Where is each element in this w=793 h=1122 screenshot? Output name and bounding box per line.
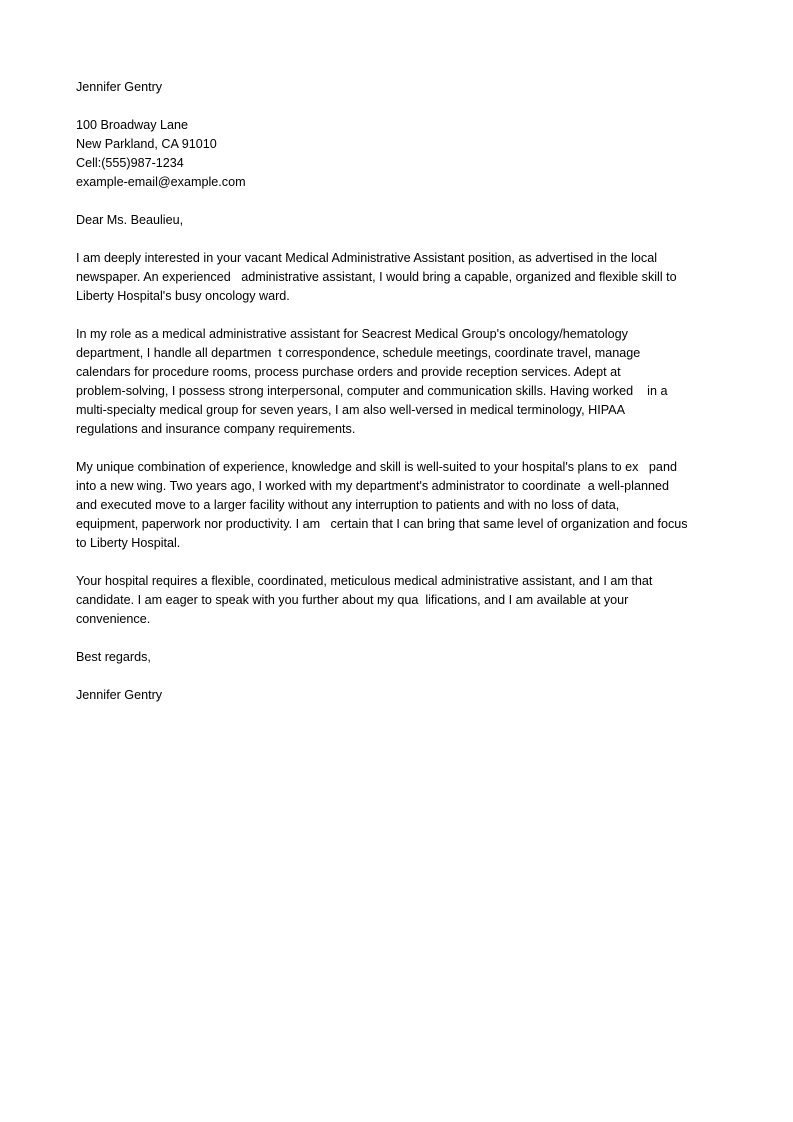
- paragraph-line: problem-solving, I possess strong interpersonal, computer and communication skills. Having worked in a: [76, 384, 668, 398]
- paragraph-line: department, I handle all departmen t correspondence, schedule meetings, coordinate travel, manage: [76, 346, 641, 360]
- paragraph-line: candidate. I am eager to speak with you further about my qua lifications, and I am available at your: [76, 593, 629, 607]
- paragraph-2: [76, 325, 716, 439]
- closing: Best regards,: [76, 650, 151, 664]
- sender-name: Jennifer Gentry: [76, 80, 163, 94]
- paragraph-line: regulations and insurance company requirements.: [76, 422, 356, 436]
- sender-email: example-email@example.com: [76, 175, 246, 189]
- paragraph-1: [76, 249, 716, 306]
- closing-block: [76, 648, 716, 667]
- cover-letter: [76, 78, 716, 724]
- paragraph-line: calendars for procedure rooms, process purchase orders and provide reception services. Adept at: [76, 365, 621, 379]
- paragraph-line: Your hospital requires a flexible, coordinated, meticulous medical administrative assistant, and I am that: [76, 574, 653, 588]
- sender-contact-block: [76, 116, 716, 192]
- sender-phone: Cell:(555)987-1234: [76, 156, 184, 170]
- sender-address-line1: 100 Broadway Lane: [76, 118, 189, 132]
- paragraph-line: equipment, paperwork nor productivity. I am certain that I can bring that same level of organization and focus: [76, 517, 688, 531]
- signature-block: [76, 686, 716, 705]
- signature: Jennifer Gentry: [76, 688, 163, 702]
- paragraph-4: [76, 572, 716, 629]
- paragraph-line: newspaper. An experienced administrative assistant, I would bring a capable, organized and flexible skill to: [76, 270, 677, 284]
- paragraph-line: convenience.: [76, 612, 151, 626]
- sender-name-block: [76, 78, 716, 97]
- paragraph-line: to Liberty Hospital.: [76, 536, 181, 550]
- paragraph-3: [76, 458, 716, 553]
- paragraph-line: In my role as a medical administrative assistant for Seacrest Medical Group's oncology/hematology: [76, 327, 628, 341]
- paragraph-line: into a new wing. Two years ago, I worked with my department's administrator to coordinate a well-planned: [76, 479, 669, 493]
- paragraph-line: multi-specialty medical group for seven years, I am also well-versed in medical terminology, HIPAA: [76, 403, 625, 417]
- paragraph-line: and executed move to a larger facility without any interruption to patients and with no loss of data,: [76, 498, 620, 512]
- salutation-block: [76, 211, 716, 230]
- paragraph-line: I am deeply interested in your vacant Medical Administrative Assistant position, as advertised in the local: [76, 251, 658, 265]
- sender-address-line2: New Parkland, CA 91010: [76, 137, 217, 151]
- salutation: Dear Ms. Beaulieu,: [76, 213, 184, 227]
- paragraph-line: My unique combination of experience, knowledge and skill is well-suited to your hospital's plans to ex pand: [76, 460, 677, 474]
- paragraph-line: Liberty Hospital's busy oncology ward.: [76, 289, 290, 303]
